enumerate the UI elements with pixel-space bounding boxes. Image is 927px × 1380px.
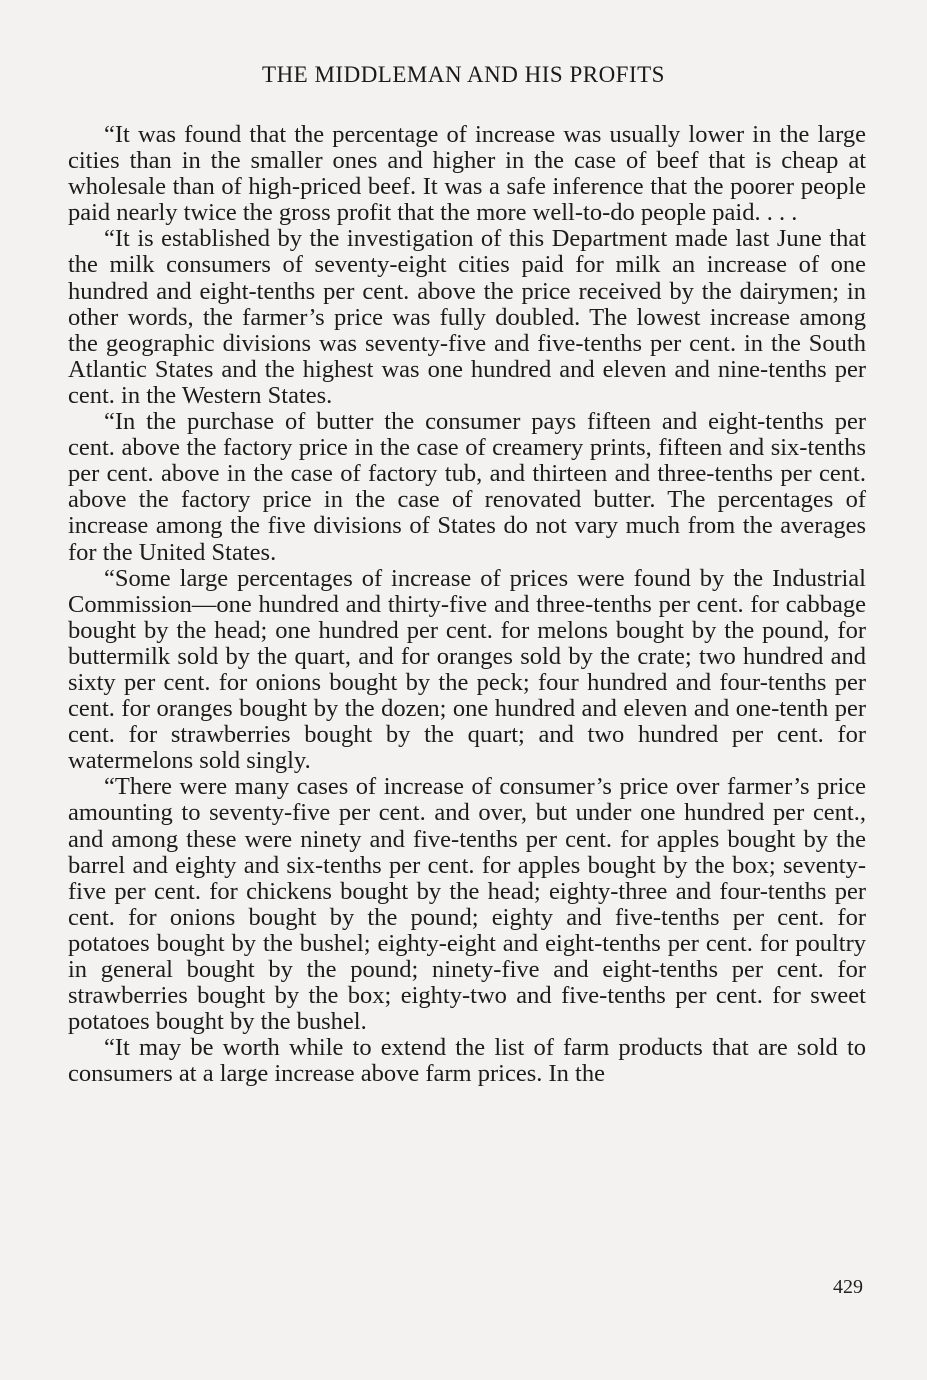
paragraph: “Some large percentages of increase of prices were found by the Industrial Commission—one hundred and thirty-five and three-tenths per cent. for cabbage bought by the head; one hundred per cent. for melons bought by the pound, for buttermilk sold by the quart, and for oranges sold by the crate; two hundred and sixty per cent. for onions bought by the peck; four hundred and four-tenths per cent. for oranges bought by the dozen; one hundred and eleven and one-tenth per cent. for strawberries bought by the quart; and two hundred per cent. for watermelons sold singly. <box>68 564 866 775</box>
paragraph: “It is established by the investigation of this Department made last June that the milk consumers of seventy-eight cities paid for milk an increase of one hundred and eight-tenths per cent. above the price received by the dairymen; in other words, the farmer’s price was fully doubled. The lowest increase among the geographic divisions was seventy-five and five-tenths per cent. in the South Atlantic States and the highest was one hundred and eleven and nine-tenths per cent. in the Western States. <box>68 225 866 409</box>
paragraph: “There were many cases of increase of consumer’s price over farmer’s price amounting to seventy-five per cent. and over, but under one hundred per cent., and among these were ninety and five-tenths per cent. for apples bought by the barrel and eighty and six-tenths per cent. for apples bought by the box; seventy-five per cent. for chickens bought by the head; eighty-three and four-tenths per cent. for onions bought by the pound; eighty and five-tenths per cent. for potatoes bought by the bushel; eighty-eight and eight-tenths per cent. for poultry in general bought by the pound; ninety-five and eight-tenths per cent. for strawberries bought by the box; eighty-two and five-tenths per cent. for sweet potatoes bought by the bushel. <box>68 773 866 1036</box>
body-text <box>68 122 866 1087</box>
paragraph: “It was found that the percentage of increase was usually lower in the large cities than in the smaller ones and higher in the case of beef that is cheap at wholesale than of high-priced beef. It was a safe inference that the poorer people paid nearly twice the gross profit that the more well-to-do people paid. . . . <box>68 121 866 227</box>
running-header: THE MIDDLEMAN AND HIS PROFITS <box>262 62 665 87</box>
page-number: 429 <box>833 1276 863 1298</box>
paragraph: “In the purchase of butter the consumer pays fifteen and eight-tenths per cent. above the factory price in the case of creamery prints, fifteen and six-tenths per cent. above in the case of factory tub, and thirteen and three-tenths per cent. above the factory price in the case of renovated butter. The percentages of increase among the five divisions of States do not vary much from the averages for the United States. <box>68 408 866 566</box>
paragraph: “It may be worth while to extend the list of farm products that are sold to consumers at a large increase above farm prices. In the <box>68 1034 866 1088</box>
